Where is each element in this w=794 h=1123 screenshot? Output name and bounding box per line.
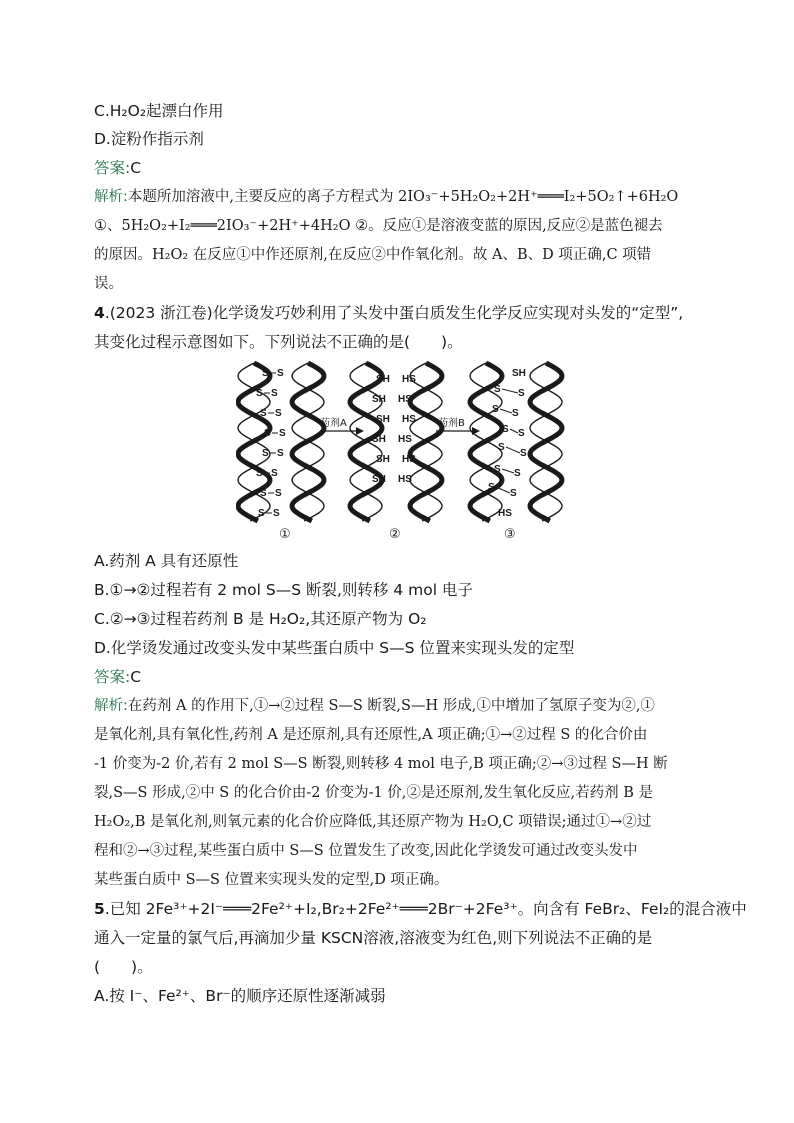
q3-analysis-line-2: ①、5H₂O₂+I₂═══2IO₃⁻+2H⁺+4H₂O ②。反应①是溶液变蓝的原因,反应②是蓝色褪去 <box>94 218 663 234</box>
stage3-s-label: S <box>488 482 495 493</box>
stage1-s-label: S <box>273 508 280 519</box>
stage1-s-label: S <box>277 368 284 379</box>
stage3-s-label: HS <box>498 508 512 519</box>
stage1-s-label: S <box>262 368 269 379</box>
stage2-hs-label: HS <box>402 454 416 465</box>
q4-option-d: D.化学烫发通过改变头发中某些蛋白质中 S—S 位置来实现头发的定型 <box>94 639 575 657</box>
question-number: 4 <box>94 304 105 322</box>
q4-stem-line-1 <box>94 302 683 324</box>
q3-option-c: C.H₂O₂起漂白作用 <box>94 102 224 120</box>
stage1-s-label: S <box>271 468 278 479</box>
q4-stem-line-2: 其变化过程示意图如下。下列说法不正确的是( )。 <box>94 333 463 351</box>
stage1-s-label: S <box>260 408 267 419</box>
stage2-sh-label: SH <box>376 374 390 385</box>
q5-stem-line-2: 通入一定量的氯气后,再滴加少量 KSCN溶液,溶液变为红色,则下列说法不正确的是 <box>94 929 653 947</box>
q4-option-c: C.②→③过程若药剂 B 是 H₂O₂,其还原产物为 O₂ <box>94 610 427 628</box>
stage2-hs-label: HS <box>398 474 412 485</box>
stage1-s-label: S <box>256 468 263 479</box>
q5-stem-line-3: ( )。 <box>94 958 153 976</box>
stage3-s-label: S <box>498 442 505 453</box>
stage1-s-label: S <box>262 448 269 459</box>
stage1-s-label: S <box>258 508 265 519</box>
q4-analysis-line-4: 裂,S—S 形成,②中 S 的化合价由-2 价变为-1 价,②是还原剂,发生氧化反应,若药剂 B 是 <box>94 785 654 801</box>
stage3-s-label: S <box>494 464 501 475</box>
stage3-s-label: S <box>520 448 527 459</box>
stage1-s-label: S <box>256 388 263 399</box>
q4-analysis-line-6: 程和②→③过程,某些蛋白质中 S—S 位置发生了改变,因此化学烫发可通过改变头发中 <box>94 843 638 859</box>
stage3-s-label: S <box>492 404 499 415</box>
stage3-s-label: S <box>502 424 509 435</box>
stage3-s-label: S <box>518 428 525 439</box>
stage1-s-label: S <box>264 428 271 439</box>
stage2-hs-label: HS <box>402 414 416 425</box>
stage3-s-label: SH <box>512 368 526 379</box>
stem-text: .已知 2Fe³⁺+2I⁻═══2Fe²⁺+I₂,Br₂+2Fe²⁺═══2Br⁻+2Fe³⁺。向含有 FeBr₂、FeI₂的混合液中 <box>104 900 747 918</box>
stage3-s-label: S <box>514 468 521 479</box>
q4-analysis-line-7: 某些蛋白质中 S—S 位置来实现头发的定型,D 项正确。 <box>94 872 449 888</box>
stage3-s-label: S <box>518 388 525 399</box>
answer-value: C <box>130 668 142 686</box>
q3-answer <box>94 157 141 179</box>
stage3-s-label: S <box>494 384 501 395</box>
q4-option-b: B.①→②过程若有 2 mol S—S 断裂,则转移 4 mol 电子 <box>94 581 473 599</box>
answer-label: 答案: <box>94 159 131 177</box>
q4-analysis-line-3: -1 价变为-2 价,若有 2 mol S—S 断裂,则转移 4 mol 电子,B 项正确;②→③过程 S—H 断 <box>94 756 668 772</box>
q3-option-d: D.淀粉作指示剂 <box>94 130 204 148</box>
q4-analysis-line-5: H₂O₂,B 是氧化剂,则氧元素的化合价应降低,其还原产物为 H₂O,C 项错误;通过①→②过 <box>94 814 652 830</box>
stage2-hs-label: HS <box>398 434 412 445</box>
stage3-s-s-bond <box>502 469 514 473</box>
q4-analysis-line-2: 是氧化剂,具有氧化性,药剂 A 是还原剂,具有还原性,A 项正确;①→②过程 S 的化合价由 <box>94 727 648 743</box>
arrow-a-label: 药剂A <box>320 418 347 429</box>
stage3-s-label: S <box>510 488 517 499</box>
analysis-text: 本题所加溶液中,主要反应的离子方程式为 2IO₃⁻+5H₂O₂+2H⁺═══I₂+5O₂↑+6H₂O <box>127 189 679 205</box>
stage2-sh-label: SH <box>376 414 390 425</box>
stem-text: .(2023 浙江卷)化学烫发巧妙利用了头发中蛋白质发生化学反应实现对头发的“定型”, <box>104 304 684 322</box>
q4-analysis-line-1 <box>94 695 655 717</box>
stage1-s-label: S <box>275 408 282 419</box>
stage-number-1: ① <box>279 527 291 542</box>
stage3-s-s-bond <box>506 447 520 453</box>
stage1-s-label: S <box>275 488 282 499</box>
question-number: 5 <box>94 900 105 918</box>
stage1-s-label: S <box>277 448 284 459</box>
answer-label: 答案: <box>94 668 131 686</box>
arrow-b-head <box>472 427 480 435</box>
stage2-sh-label: SH <box>372 434 386 445</box>
q4-answer <box>94 666 141 688</box>
stage-number-3: ③ <box>504 527 516 542</box>
stage2-sh-label: SH <box>372 394 386 405</box>
stage2-sh-label: SH <box>376 454 390 465</box>
q3-analysis-line-3: 的原因。H₂O₂ 在反应①中作还原剂,在反应②中作氧化剂。故 A、B、D 项正确,C 项错 <box>94 247 652 263</box>
stage1-s-label: S <box>271 388 278 399</box>
hair-perm-diagram <box>236 358 566 546</box>
arrow-a-head <box>356 427 364 435</box>
q5-option-a: A.按 I⁻、Fe²⁺、Br⁻的顺序还原性逐渐减弱 <box>94 987 386 1005</box>
stage2-hs-label: HS <box>398 394 412 405</box>
stage2-hs-label: HS <box>402 374 416 385</box>
stage2-right-strand-1 <box>410 363 442 521</box>
stage3-s-s-bond <box>500 409 512 413</box>
q3-analysis-line-4: 误。 <box>94 276 123 292</box>
stage-number-2: ② <box>389 527 401 542</box>
stage2-sh-label: SH <box>372 474 386 485</box>
stage1-s-label: S <box>279 428 286 439</box>
analysis-label: 解析: <box>94 189 128 205</box>
stage3-s-label: S <box>512 408 519 419</box>
stage3-s-s-bond <box>502 389 518 393</box>
answer-value: C <box>130 159 142 177</box>
analysis-label: 解析: <box>94 698 128 714</box>
analysis-text: 在药剂 A 的作用下,①→②过程 S—S 断裂,S—H 形成,①中增加了氢原子变为②,① <box>127 698 655 714</box>
q3-analysis-line-1 <box>94 186 678 208</box>
stage3-s-s-bond <box>510 429 518 433</box>
stage3-s-s-bond <box>496 487 510 493</box>
q5-stem-line-1 <box>94 898 747 920</box>
stage1-right-strand-1 <box>292 363 324 521</box>
arrow-b-label: 药剂B <box>438 418 465 429</box>
q4-option-a: A.药剂 A 具有还原性 <box>94 552 239 570</box>
stage1-s-label: S <box>260 488 267 499</box>
stage3-right-strand-1 <box>530 363 562 521</box>
